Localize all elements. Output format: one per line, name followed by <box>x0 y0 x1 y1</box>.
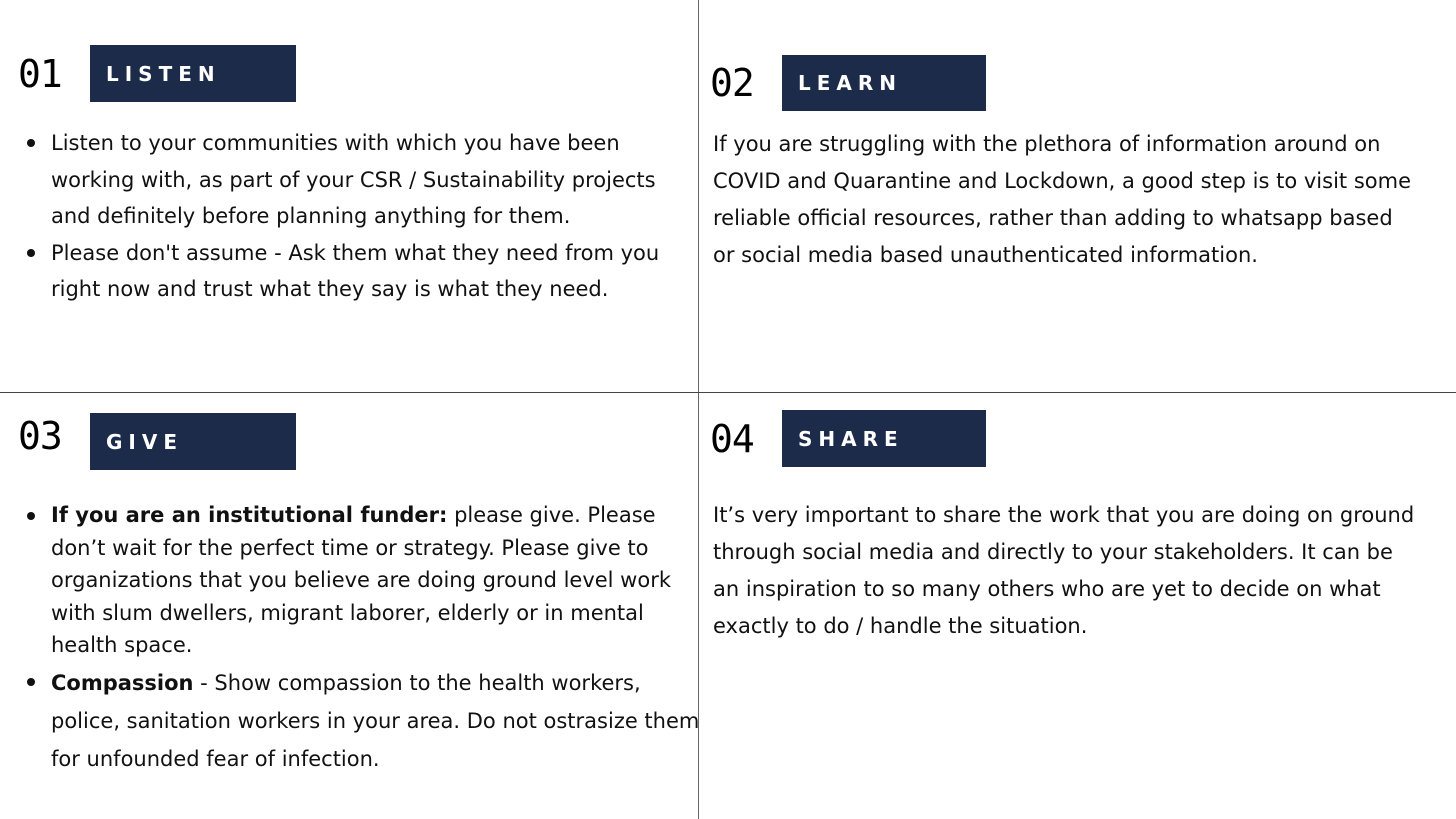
section-number: 01 <box>18 52 62 96</box>
section-number: 03 <box>18 414 62 458</box>
section-label-give: GIVE <box>90 413 296 470</box>
list-item: Please don't assume - Ask them what they need from you right now and trust what they say is what they need. <box>51 235 701 308</box>
list-item <box>51 664 711 778</box>
section-number: 02 <box>710 61 754 105</box>
section-label-share: SHARE <box>782 410 986 467</box>
section-number: 04 <box>710 417 754 461</box>
list-item-text: - Show compassion to the health workers, police, sanitation workers in your area. Do not ostrasize them for unfounded fear of infection. <box>51 670 700 771</box>
learn-paragraph: If you are struggling with the plethora of information around on COVID and Quarantine and Lockdown, a good step is to visit some reliable official resources, rather than adding to whatsapp based or social media based unauthenticated information. <box>713 132 1411 267</box>
section-label-learn: LEARN <box>782 55 986 111</box>
section-label-listen: LISTEN <box>90 45 296 102</box>
horizontal-divider <box>0 392 1456 393</box>
list-item-text: please give. Please don’t wait for the perfect time or strategy. Please give to organizations that you believe are doing ground level work with slum dwellers, migrant laborer, elderly or in mental health space. <box>51 503 672 657</box>
list-item: Listen to your communities with which you have been working with, as part of your CSR / Sustainability projects and definitely before planning anything for them. <box>51 125 701 235</box>
list-item-bold: If you are an institutional funder: <box>51 503 448 527</box>
list-item-bold: Compassion <box>51 670 194 695</box>
share-paragraph: It’s very important to share the work that you are doing on ground through social media and directly to your stakeholders. It can be an inspiration to so many others who are yet to decide on what exactly to do / handle the situation. <box>713 503 1415 638</box>
give-bullet-list <box>20 499 711 778</box>
listen-bullet-list <box>20 125 701 308</box>
list-item <box>51 499 711 662</box>
